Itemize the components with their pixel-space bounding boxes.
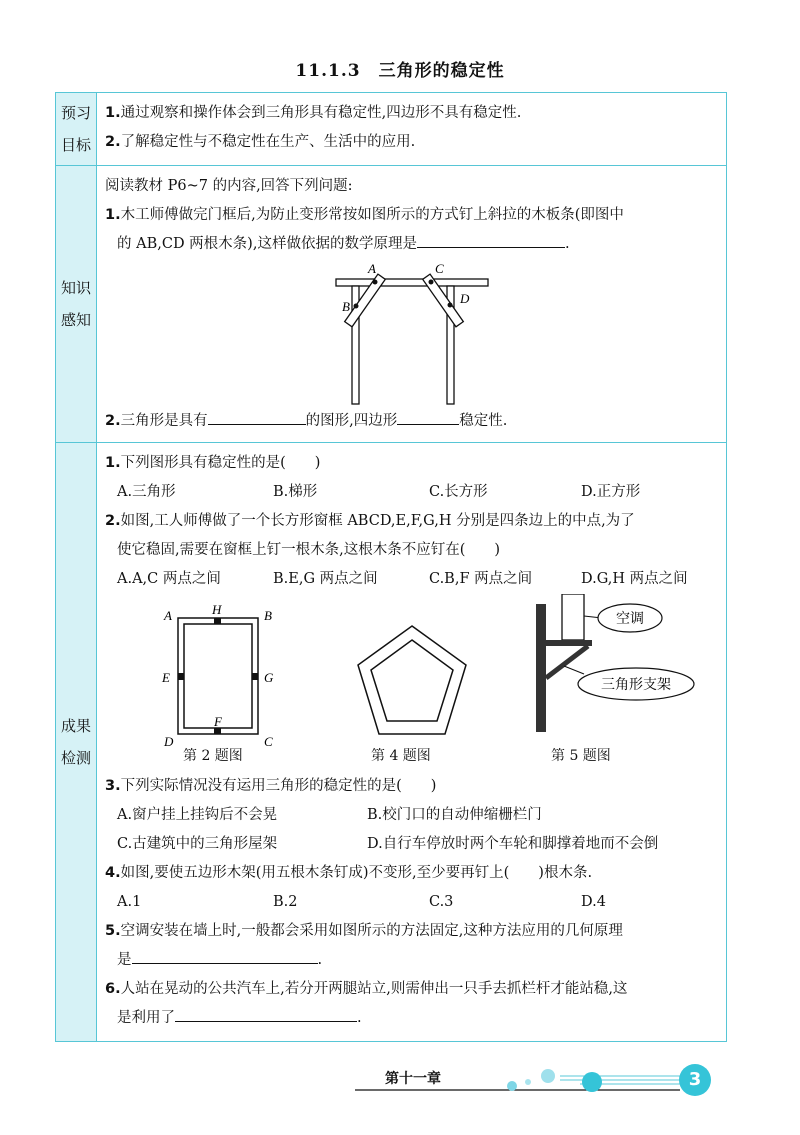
results-q5-line2: 是 .	[105, 946, 718, 975]
option-b[interactable]: B.梯形	[273, 484, 318, 500]
option-a[interactable]: A.A,C 两点之间	[117, 571, 221, 587]
page-title: 11.1.3 三角形的稳定性	[295, 61, 505, 81]
option-b[interactable]: B.校门口的自动伸缩栅栏门	[367, 807, 542, 823]
results-q3-options-row2	[105, 830, 718, 859]
label-E: E	[162, 670, 170, 685]
knowledge-q1-line1: 1.木工师傅做完门框后,为防止变形常按如图所示的方式钉上斜拉的木板条(即图中	[105, 207, 624, 223]
results-q2-options	[105, 565, 718, 594]
label-C: C	[434, 261, 444, 276]
label-B: B	[341, 299, 350, 314]
results-q4: 4.如图,要使五边形木架(用五根木条钉成)不变形,至少要再钉上( )根木条.	[105, 865, 593, 881]
knowledge-label	[56, 166, 97, 443]
answer-blank[interactable]	[417, 231, 565, 248]
label-B: B	[264, 608, 272, 623]
label-D: D	[164, 734, 174, 748]
knowledge-section	[56, 166, 727, 443]
label-D: D	[459, 291, 469, 306]
preview-item-1: 1.通过观察和操作体会到三角形具有稳定性,四边形不具有稳定性.	[105, 105, 522, 121]
caption-fig2: 第 2 题图	[183, 748, 243, 764]
figures-row	[105, 594, 718, 772]
results-q2-line2: 使它稳固,需要在窗框上钉一根木条,这根木条不应钉在( )	[117, 542, 501, 558]
page-number-badge	[679, 1064, 711, 1096]
option-d[interactable]: D.4	[581, 894, 606, 910]
preview-label-line2: 目标	[60, 136, 91, 154]
window-frame-diagram	[160, 598, 290, 748]
results-q3-options-row1	[105, 801, 718, 830]
knowledge-intro: 阅读教材 P6~7 的内容,回答下列问题:	[105, 178, 353, 194]
results-section	[56, 443, 727, 1042]
answer-blank[interactable]	[132, 947, 318, 964]
option-a[interactable]: A.窗户挂上挂钩后不会晃	[117, 807, 278, 823]
results-q1: 1.下列图形具有稳定性的是( )	[105, 455, 321, 471]
ac-bracket-diagram	[520, 594, 710, 744]
caption-fig5: 第 5 题图	[551, 748, 611, 764]
option-a[interactable]: A.1	[117, 894, 142, 910]
option-d[interactable]: D.G,H 两点之间	[581, 571, 688, 587]
knowledge-label-line1: 知识	[60, 279, 91, 297]
answer-blank[interactable]	[208, 408, 306, 425]
preview-section	[56, 93, 727, 166]
door-frame-figure	[105, 259, 718, 407]
option-b[interactable]: B.E,G 两点之间	[273, 571, 378, 587]
chapter-label: 第十一章	[385, 1071, 441, 1087]
label-H: H	[212, 602, 222, 617]
results-q3: 3.下列实际情况没有运用三角形的稳定性的是( )	[105, 778, 437, 794]
option-c[interactable]: C.长方形	[429, 484, 488, 500]
label-A: A	[367, 261, 376, 276]
caption-fig4: 第 4 题图	[371, 748, 431, 764]
option-c[interactable]: C.古建筑中的三角形屋架	[117, 836, 278, 852]
option-d[interactable]: D.正方形	[581, 484, 641, 500]
option-c[interactable]: C.3	[429, 894, 454, 910]
knowledge-q1-line2: 的 AB,CD 两根木条),这样做依据的数学原理是 .	[105, 230, 718, 259]
results-label	[56, 443, 97, 1042]
results-q4-options	[105, 888, 718, 917]
results-q1-options	[105, 478, 718, 507]
lesson-table	[55, 92, 727, 1042]
results-q5-line1: 5.空调安装在墙上时,一般都会采用如图所示的方法固定,这种方法应用的几何原理	[105, 923, 623, 939]
bracket-bubble-text: 三角形支架	[601, 677, 671, 693]
ac-bubble-text: 空调	[616, 611, 644, 627]
results-q6-line2: 是利用了 .	[105, 1004, 718, 1033]
preview-label-line1: 预习	[60, 104, 91, 122]
label-C: C	[264, 734, 273, 748]
answer-blank[interactable]	[397, 408, 459, 425]
results-label-line1: 成果	[60, 717, 91, 735]
option-a[interactable]: A.三角形	[117, 484, 176, 500]
page-footer	[0, 1064, 800, 1114]
door-frame-diagram	[322, 259, 502, 407]
results-label-line2: 检测	[60, 749, 91, 767]
pentagon-frame-diagram	[352, 622, 472, 742]
preview-label	[56, 93, 97, 166]
label-F: F	[214, 714, 222, 729]
option-d[interactable]: D.自行车停放时两个车轮和脚撑着地而不会倒	[367, 836, 659, 852]
option-b[interactable]: B.2	[273, 894, 298, 910]
label-A: A	[164, 608, 172, 623]
results-q2-line1: 2.如图,工人师傅做了一个长方形窗框 ABCD,E,F,G,H 分别是四条边上的中点,为了	[105, 513, 635, 529]
results-q6-line1: 6.人站在晃动的公共汽车上,若分开两腿站立,则需伸出一只手去抓栏杆才能站稳,这	[105, 981, 628, 997]
option-c[interactable]: C.B,F 两点之间	[429, 571, 533, 587]
label-G: G	[264, 670, 274, 685]
knowledge-q2: 2.三角形是具有 的图形,四边形 稳定性.	[105, 407, 718, 436]
answer-blank[interactable]	[175, 1005, 357, 1022]
preview-item-2: 2.了解稳定性与不稳定性在生产、生活中的应用.	[105, 134, 416, 150]
knowledge-label-line2: 感知	[60, 311, 91, 329]
page-number: 3	[688, 1069, 702, 1090]
